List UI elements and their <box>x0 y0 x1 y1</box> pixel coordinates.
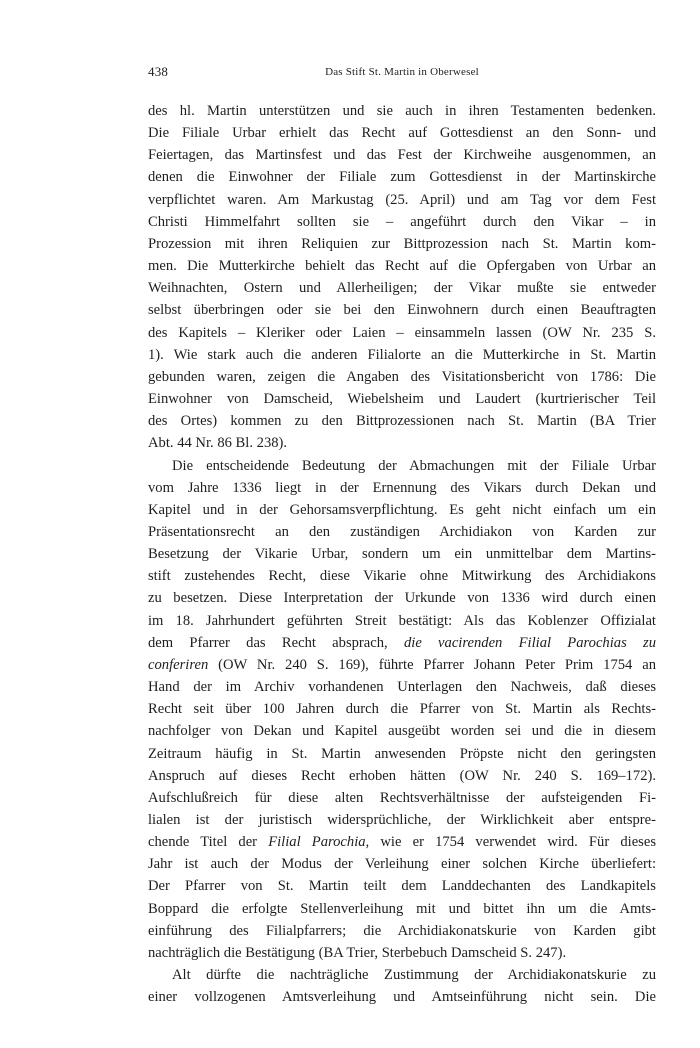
running-title: Das Stift St. Martin in Oberwesel <box>325 66 479 78</box>
body-text <box>148 100 656 1008</box>
text-line: des Kapitels – Kleriker oder Laien – einsammeln lassen (OW Nr. 235 S. <box>148 324 656 341</box>
italic-quotation: die vacirenden Filial Parochias zu <box>403 634 656 651</box>
text-line: nachträglich die Bestätigung (BA Trier, Sterbebuch Damscheid S. 247). <box>148 944 567 961</box>
line-segment: chende Titel der <box>148 834 269 851</box>
text-line: vom Jahre 1336 liegt in der Ernennung des Vikars durch Dekan und <box>148 479 656 496</box>
text-line: Jahr ist auch der Modus der Verleihung einer solchen Kirche überliefert: <box>148 856 656 873</box>
text-line: einführung des Filialpfarrers; die Archidiakonatskurie von Karden gibt <box>148 922 656 939</box>
text-line: des Ortes) kommen zu den Bittprozessionen nach St. Martin (BA Trier <box>148 413 656 430</box>
text-line: Kapitel und in der Gehorsamsverpflichtung. Es geht nicht einfach um ein <box>148 501 656 518</box>
running-head <box>148 64 656 86</box>
text-line <box>148 632 656 654</box>
text-line: verpflichtet waren. Am Markustag (25. April) und am Tag vor dem Fest <box>148 191 656 208</box>
text-line: nachfolger von Dekan und Kapitel ausgeübt worden sei und die in diesem <box>148 723 656 740</box>
text-line: Hand der im Archiv vorhandenen Unterlagen den Nachweis, daß dieses <box>148 679 656 696</box>
text-line <box>148 654 656 676</box>
text-line: men. Die Mutterkirche behielt das Recht auf die Opfergaben von Urbar an <box>148 258 656 275</box>
text-line: einer vollzogenen Amtsverleihung und Amtseinführung nicht sein. Die <box>148 989 656 1006</box>
text-line: Anspruch auf dieses Recht erhoben hätten (OW Nr. 240 S. 169–172). <box>148 767 656 784</box>
text-line: im 18. Jahrhundert geführten Streit bestätigt: Als das Koblenzer Offizialat <box>148 612 656 629</box>
text-line: Prozession mit ihren Reliquien zur Bittprozession nach St. Martin kom- <box>148 235 656 252</box>
text-line: denen die Einwohner der Filiale zum Gottesdienst in der Martinskirche <box>148 169 656 186</box>
text-line: Aufschlußreich für diese alten Rechtsverhältnisse der aufsteigenden Fi- <box>148 789 656 806</box>
text-line: Präsentationsrecht an den zuständigen Archidiakon von Karden zur <box>148 523 656 540</box>
text-line: Der Pfarrer von St. Martin teilt dem Landdechanten des Landkapitels <box>148 878 656 895</box>
text-line: zu besetzen. Diese Interpretation der Urkunde von 1336 wird durch einen <box>148 590 656 607</box>
text-line: stift zustehendes Recht, diese Vikarie ohne Mitwirkung des Archidiakons <box>148 568 656 585</box>
text-line: Weihnachten, Ostern und Allerheiligen; der Vikar mußte sie entweder <box>148 280 656 297</box>
text-line: Recht seit über 100 Jahren durch die Pfarrer von St. Martin als Rechts- <box>148 701 656 718</box>
line-segment: (OW Nr. 240 S. 169), führte Pfarrer Johann Peter Prim 1754 an <box>208 656 656 673</box>
text-line: Besetzung der Vikarie Urbar, sondern um ein unmittelbar dem Martins- <box>148 546 656 563</box>
text-line <box>148 831 656 853</box>
line-segment: dem Pfarrer das Recht absprach, <box>148 634 404 651</box>
text-line: Boppard die erfolgte Stellenverleihung mit und bittet ihn um die Amts- <box>148 900 656 917</box>
text-line: selbst überbringen oder sie bei den Einwohnern durch einen Beauftragten <box>148 302 656 319</box>
text-line: gebunden waren, zeigen die Angaben des Visitationsbericht von 1786: Die <box>148 368 656 385</box>
text-line: Abt. 44 Nr. 86 Bl. 238). <box>148 435 288 452</box>
text-line: lialen ist der juristisch widersprüchliche, der Wirklichkeit aber entspre- <box>148 812 656 828</box>
text-line: 1). Wie stark auch die anderen Filialorte an die Mutterkirche in St. Martin <box>148 346 656 363</box>
text-line: Alt dürfte die nachträgliche Zustimmung der Archidiakonatskurie zu <box>172 967 656 984</box>
text-line: Die entscheidende Bedeutung der Abmachungen mit der Filiale Urbar <box>172 457 656 474</box>
line-segment: wie er 1754 verwendet wird. Für dieses <box>369 834 657 851</box>
text-line: Zeitraum häufig in St. Martin anwesenden Pröpste nicht den geringsten <box>148 745 656 762</box>
text-line: Einwohner von Damscheid, Wiebelsheim und Laudert (kurtrierischer Teil <box>148 391 656 408</box>
text-line: Feiertagen, das Martinsfest und das Fest der Kirchweihe ausgenommen, an <box>148 147 656 164</box>
page-number: 438 <box>148 64 169 79</box>
italic-quotation: conferiren <box>148 656 209 673</box>
text-line: des hl. Martin unterstützen und sie auch in ihren Testamenten bedenken. <box>148 103 656 119</box>
text-line: Die Filiale Urbar erhielt das Recht auf Gottesdienst an den Sonn- und <box>148 125 656 142</box>
text-line: Christi Himmelfahrt sollten sie – angeführt durch den Vikar – in <box>148 213 656 230</box>
italic-quotation: Filial Parochia, <box>268 834 370 851</box>
